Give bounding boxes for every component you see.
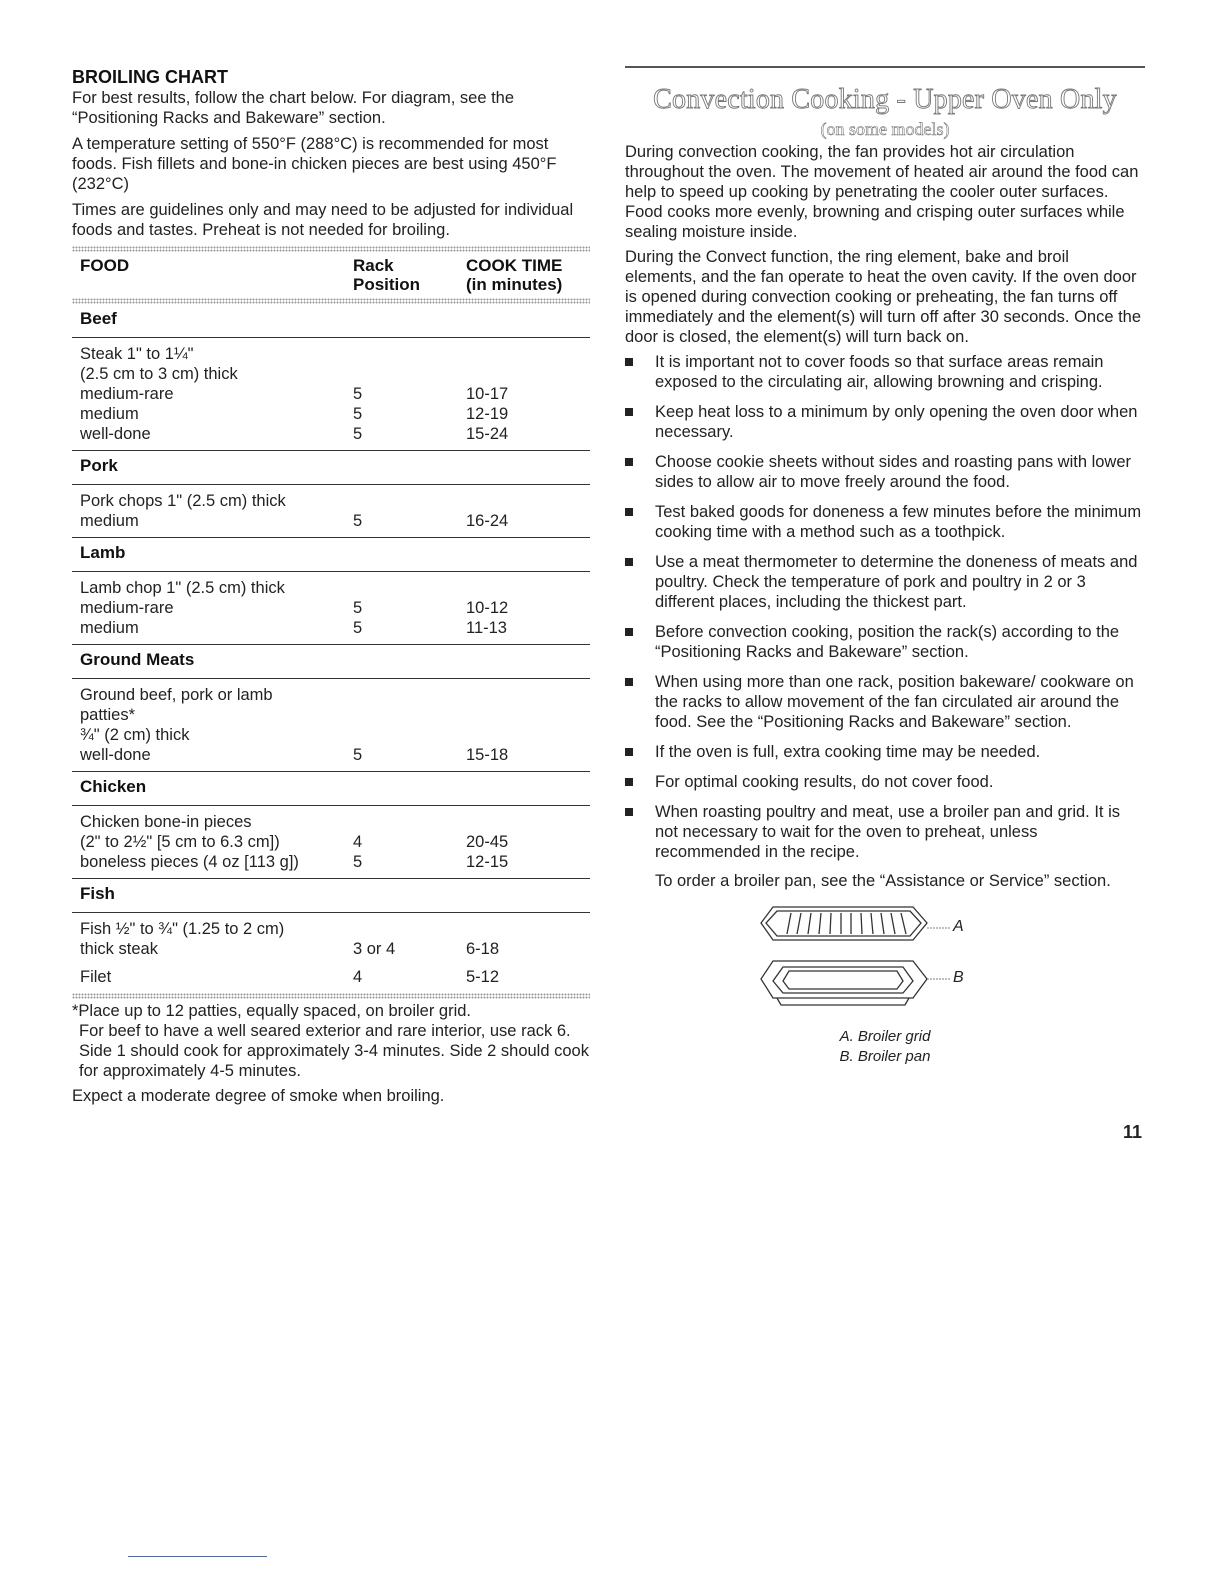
food-cell: medium	[80, 619, 139, 637]
footnote: Expect a moderate degree of smoke when broiling.	[72, 1087, 445, 1105]
intro-paragraph: A temperature setting of 550°F (288°C) is recommended for most foods. Fish fillets and bone-in chicken pieces are best using 450°F (232°C)	[72, 135, 557, 193]
rack-cell: 5	[353, 746, 363, 764]
category-header: Chicken	[72, 772, 590, 806]
category-header: Pork	[72, 451, 590, 485]
table-row	[72, 404, 590, 424]
table-row	[72, 705, 590, 725]
category-items	[72, 679, 590, 772]
convection-paragraph: During the Convect function, the ring element, bake and broil elements, and the fan operate to heat the oven cavity. If the oven door is opened during convection cooking or preheating, the fan turns off immediately and the element(s) will turn off after 30 seconds. Once the door is closed, the element(s) will turn back on.	[625, 247, 1142, 346]
food-cell: Ground beef, pork or lamb	[80, 686, 273, 704]
list-item-text: It is important not to cover foods so that surface areas remain exposed to the circulating air, allowing browning and crisping.	[655, 352, 1104, 391]
list-item-text: Choose cookie sheets without sides and roasting pans with lower sides to allow air to move freely around the food.	[655, 452, 1132, 491]
table-row	[72, 618, 590, 638]
broiler-figure	[625, 901, 1145, 1086]
cook-time-cell: 6-18	[466, 940, 500, 958]
table-row	[72, 852, 590, 872]
rack-cell: 5	[353, 619, 363, 637]
cook-time-cell: 20-45	[466, 833, 509, 851]
dotted-divider	[72, 993, 590, 999]
table-row	[72, 812, 590, 832]
category-header: Fish	[72, 879, 590, 913]
square-bullet-icon	[625, 628, 633, 636]
intro-paragraph: Times are guidelines only and may need to be adjusted for individual foods and tastes. Preheat is not needed for broiling.	[72, 201, 574, 239]
broiler-pan-order-note: To order a broiler pan, see the “Assistance or Service” section.	[655, 871, 1111, 890]
list-item-text: Use a meat thermometer to determine the doneness of meats and poultry. Check the temperature of pork and poultry in 2 or 3 different places, including the thickest part.	[655, 552, 1138, 611]
rack-header-line: Rack	[353, 256, 394, 275]
table-row	[72, 725, 590, 745]
food-cell: medium-rare	[80, 599, 174, 617]
food-cell: ¾" (2 cm) thick	[80, 726, 190, 744]
list-item-text: For optimal cooking results, do not cover food.	[655, 772, 994, 791]
broiler-pan-drawing	[761, 961, 927, 1005]
table-row	[72, 424, 590, 444]
rack-cell: 5	[353, 425, 363, 443]
list-item-text: Before convection cooking, position the rack(s) according to the “Positioning Racks and Bakeware” section.	[655, 622, 1120, 661]
cook-time-cell: 10-17	[466, 385, 509, 403]
category-items	[72, 572, 590, 645]
figure-label-b: B	[953, 968, 964, 986]
table-row	[72, 939, 590, 959]
food-cell: Steak 1" to 1¼"	[80, 345, 194, 363]
footnote: For beef to have a well seared exterior and rare interior, use rack 6. Side 1 should cook for approximately 3-4 minutes. Side 2 should cook for approximately 4-5 minutes.	[79, 1022, 589, 1080]
figure-label-a: A	[953, 917, 964, 935]
food-cell: medium	[80, 405, 139, 423]
cook-time-header-line: COOK TIME	[466, 256, 563, 275]
rack-cell: 4	[353, 833, 363, 851]
cook-time-cell: 15-24	[466, 425, 509, 443]
broiling-chart-body	[72, 304, 590, 993]
list-item	[625, 552, 1145, 612]
square-bullet-icon	[625, 358, 633, 366]
convection-tips-list	[625, 352, 1145, 862]
food-cell: Lamb chop 1" (2.5 cm) thick	[80, 579, 285, 597]
broiling-chart-section	[72, 66, 590, 1106]
food-cell: (2" to 2½" [5 cm to 6.3 cm])	[80, 833, 280, 851]
square-bullet-icon	[625, 808, 633, 816]
list-item	[625, 622, 1145, 662]
category-header: Lamb	[72, 538, 590, 572]
table-row	[72, 578, 590, 598]
table-row	[72, 745, 590, 765]
food-cell: Pork chops 1" (2.5 cm) thick	[80, 492, 286, 510]
cook-time-cell: 12-19	[466, 405, 509, 423]
cook-time-column-header	[466, 256, 562, 294]
list-item	[625, 452, 1145, 492]
table-row	[72, 511, 590, 531]
list-item	[625, 672, 1145, 732]
table-row	[72, 598, 590, 618]
bottom-link-underline	[128, 1556, 267, 1557]
table-row	[72, 832, 590, 852]
food-cell: patties*	[80, 706, 136, 724]
rack-cell: 5	[353, 385, 363, 403]
food-cell: well-done	[80, 746, 151, 764]
footnote: *Place up to 12 patties, equally spaced, on broiler grid.	[72, 1002, 471, 1020]
rack-column-header	[353, 256, 420, 294]
rack-cell: 4	[353, 968, 363, 986]
cook-time-cell: 15-18	[466, 746, 509, 764]
cook-time-cell: 16-24	[466, 512, 509, 530]
list-item	[625, 402, 1145, 442]
category-items	[72, 913, 590, 963]
table-row	[72, 384, 590, 404]
category-items	[72, 338, 590, 451]
convection-title: Convection Cooking - Upper Oven Only	[653, 83, 1117, 115]
square-bullet-icon	[625, 678, 633, 686]
food-cell: medium	[80, 512, 139, 530]
cook-time-header-line: (in minutes)	[466, 275, 563, 294]
cook-time-cell: 12-15	[466, 853, 509, 871]
food-cell: well-done	[80, 425, 151, 443]
figure-caption: A. Broiler grid	[839, 1027, 931, 1045]
food-cell: Fish ½" to ¾" (1.25 to 2 cm)	[80, 920, 285, 938]
square-bullet-icon	[625, 508, 633, 516]
cook-time-cell: 11-13	[466, 619, 507, 637]
chart-header-row	[72, 252, 590, 298]
table-row	[72, 685, 590, 705]
cook-time-cell: 10-12	[466, 599, 509, 617]
list-item	[625, 742, 1145, 762]
food-cell: medium-rare	[80, 385, 174, 403]
page-number: 11	[1122, 1122, 1142, 1142]
category-header: Beef	[72, 304, 590, 338]
convection-subtitle: (on some models)	[820, 118, 950, 139]
square-bullet-icon	[625, 408, 633, 416]
square-bullet-icon	[625, 778, 633, 786]
list-item	[625, 802, 1145, 862]
list-item	[625, 352, 1145, 392]
broiling-chart-title: BROILING CHART	[72, 67, 228, 87]
rack-cell: 5	[353, 853, 363, 871]
figure-caption: B. Broiler pan	[839, 1047, 931, 1065]
category-items	[72, 963, 590, 993]
food-cell: (2.5 cm to 3 cm) thick	[80, 365, 238, 383]
rack-cell: 5	[353, 599, 363, 617]
cook-time-cell: 5-12	[466, 968, 500, 986]
rack-cell: 3 or 4	[353, 940, 396, 958]
food-column-header: FOOD	[80, 256, 130, 275]
square-bullet-icon	[625, 748, 633, 756]
food-cell: Filet	[80, 968, 112, 986]
list-item	[625, 772, 1145, 792]
list-item-text: Keep heat loss to a minimum by only opening the oven door when necessary.	[655, 402, 1138, 441]
table-row	[72, 491, 590, 511]
category-items	[72, 485, 590, 538]
section-divider	[625, 66, 1145, 68]
table-row	[72, 344, 590, 364]
list-item-text: If the oven is full, extra cooking time may be needed.	[655, 742, 1041, 761]
food-cell: Chicken bone-in pieces	[80, 813, 252, 831]
broiler-illustration	[755, 901, 985, 1016]
rack-header-line: Position	[353, 275, 421, 294]
rack-cell: 5	[353, 512, 363, 530]
category-items	[72, 806, 590, 879]
table-row	[72, 364, 590, 384]
food-cell: boneless pieces (4 oz [113 g])	[80, 853, 299, 871]
category-header: Ground Meats	[72, 645, 590, 679]
intro-paragraph: For best results, follow the chart below. For diagram, see the “Positioning Racks and Bakeware” section.	[72, 89, 515, 127]
list-item-text: When using more than one rack, position bakeware/ cookware on the racks to allow movement of the fan circulated air around the food. See the “Positioning Racks and Bakeware” section.	[655, 672, 1134, 731]
convection-paragraph: During convection cooking, the fan provides hot air circulation throughout the oven. The movement of heated air around the food can help to speed up cooking by penetrating the cooler outer surfaces. Food cooks more evenly, browning and crisping outer surfaces while sealing moisture inside.	[625, 142, 1139, 241]
list-item-text: Test baked goods for doneness a few minutes before the minimum cooking time with a method such as a toothpick.	[655, 502, 1142, 541]
list-item	[625, 502, 1145, 542]
rack-cell: 5	[353, 405, 363, 423]
table-row	[72, 919, 590, 939]
list-item-text: When roasting poultry and meat, use a broiler pan and grid. It is not necessary to wait for the oven to preheat, unless recommended in the recipe.	[655, 802, 1121, 861]
square-bullet-icon	[625, 458, 633, 466]
table-row	[72, 967, 590, 987]
convection-section	[625, 66, 1145, 1086]
food-cell: thick steak	[80, 940, 158, 958]
broiler-grid-drawing	[761, 907, 927, 940]
square-bullet-icon	[625, 558, 633, 566]
